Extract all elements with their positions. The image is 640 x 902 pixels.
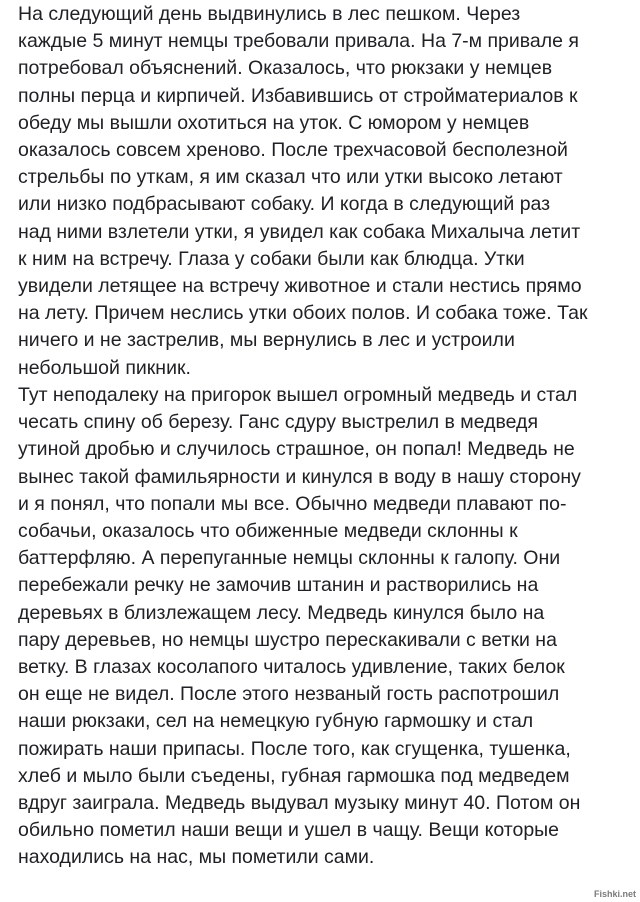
text-line: обильно пометил наши вещи и ушел в чащу. Вещи которые xyxy=(18,819,560,842)
text-line: он еще не видел. После этого незваный гость распотрошил xyxy=(18,683,560,706)
text-line: Тут неподалеку на пригорок вышел огромный медведь и стал xyxy=(18,384,578,406)
text-line: наши рюкзаки, сел на немецкую губную гармошку и стал xyxy=(18,710,534,733)
text-line: баттерфляю. А перепуганные немцы склонны к галопу. Они xyxy=(18,547,561,570)
text-line: увидели летящее на встречу животное и стали нестись прямо xyxy=(18,275,582,298)
text-line: утиной дробью и случилось страшное, он попал! Медведь не xyxy=(18,438,575,461)
text-line: полны перца и кирпичей. Избавившись от стройматериалов к xyxy=(18,84,578,107)
text-line: ветку. В глазах косолапого читалось удивление, таких белок xyxy=(18,656,565,679)
text-line: стрельбы по уткам, я им сказал что или утки высоко летают xyxy=(18,166,563,189)
paragraph-hunting xyxy=(18,1,618,382)
text-line: оказалось совсем хреново. После трехчасовой бесполезной xyxy=(18,139,568,162)
text-line: деревьях в близлежащем лесу. Медведь кинулся было на xyxy=(18,601,545,624)
site-watermark: Fishki.net xyxy=(593,889,636,899)
text-line: вдруг заиграла. Медведь выдувал музыку минут 40. Потом он xyxy=(18,792,581,815)
text-line: к ним на встречу. Глаза у собаки были как блюдца. Утки xyxy=(18,247,525,270)
text-line: небольшой пикник. xyxy=(18,356,191,379)
text-line: хлеб и мыло были съедены, губная гармошка под медведем xyxy=(18,764,570,787)
text-line: и я понял, что попали мы все. Обычно медведи плавают по- xyxy=(18,492,567,515)
text-line: находились на нас, мы пометили сами. xyxy=(18,846,375,869)
text-line: каждые 5 минут немцы требовали привала. На 7-м привале я xyxy=(18,30,579,53)
text-line: или низко подбрасывают собаку. И когда в следующий раз xyxy=(18,193,551,216)
text-line: пару деревьев, но немцы шустро перескакивали с ветки на xyxy=(18,628,557,651)
text-line: обеду мы вышли охотиться на уток. С юмором у немцев xyxy=(18,111,530,134)
text-line: ничего и не застрелив, мы вернулись в лес и устроили xyxy=(18,329,515,352)
text-line: собачьи, оказалось что обиженные медведи склонны к xyxy=(18,520,518,543)
text-line: вынес такой фамильярности и кинулся в воду в нашу сторону xyxy=(18,465,581,488)
text-line: потребовал объяснений. Оказалось, что рюкзаки у немцев xyxy=(18,57,553,80)
paragraph-bear xyxy=(18,382,618,872)
text-line: на лету. Причем неслись утки обоих полов. И собака тоже. Так xyxy=(18,302,588,325)
text-line: На следующий день выдвинулись в лес пешком. Через xyxy=(18,3,521,25)
text-line: перебежали речку не замочив штанин и растворились на xyxy=(18,574,539,597)
text-line: чесать спину об березу. Ганс сдуру выстрелил в медведя xyxy=(18,411,538,434)
text-line: над ними взлетели утки, я увидел как собака Михалыча летит xyxy=(18,220,581,243)
text-line: пожирать наши припасы. После того, как сгущенка, тушенка, xyxy=(18,737,571,760)
